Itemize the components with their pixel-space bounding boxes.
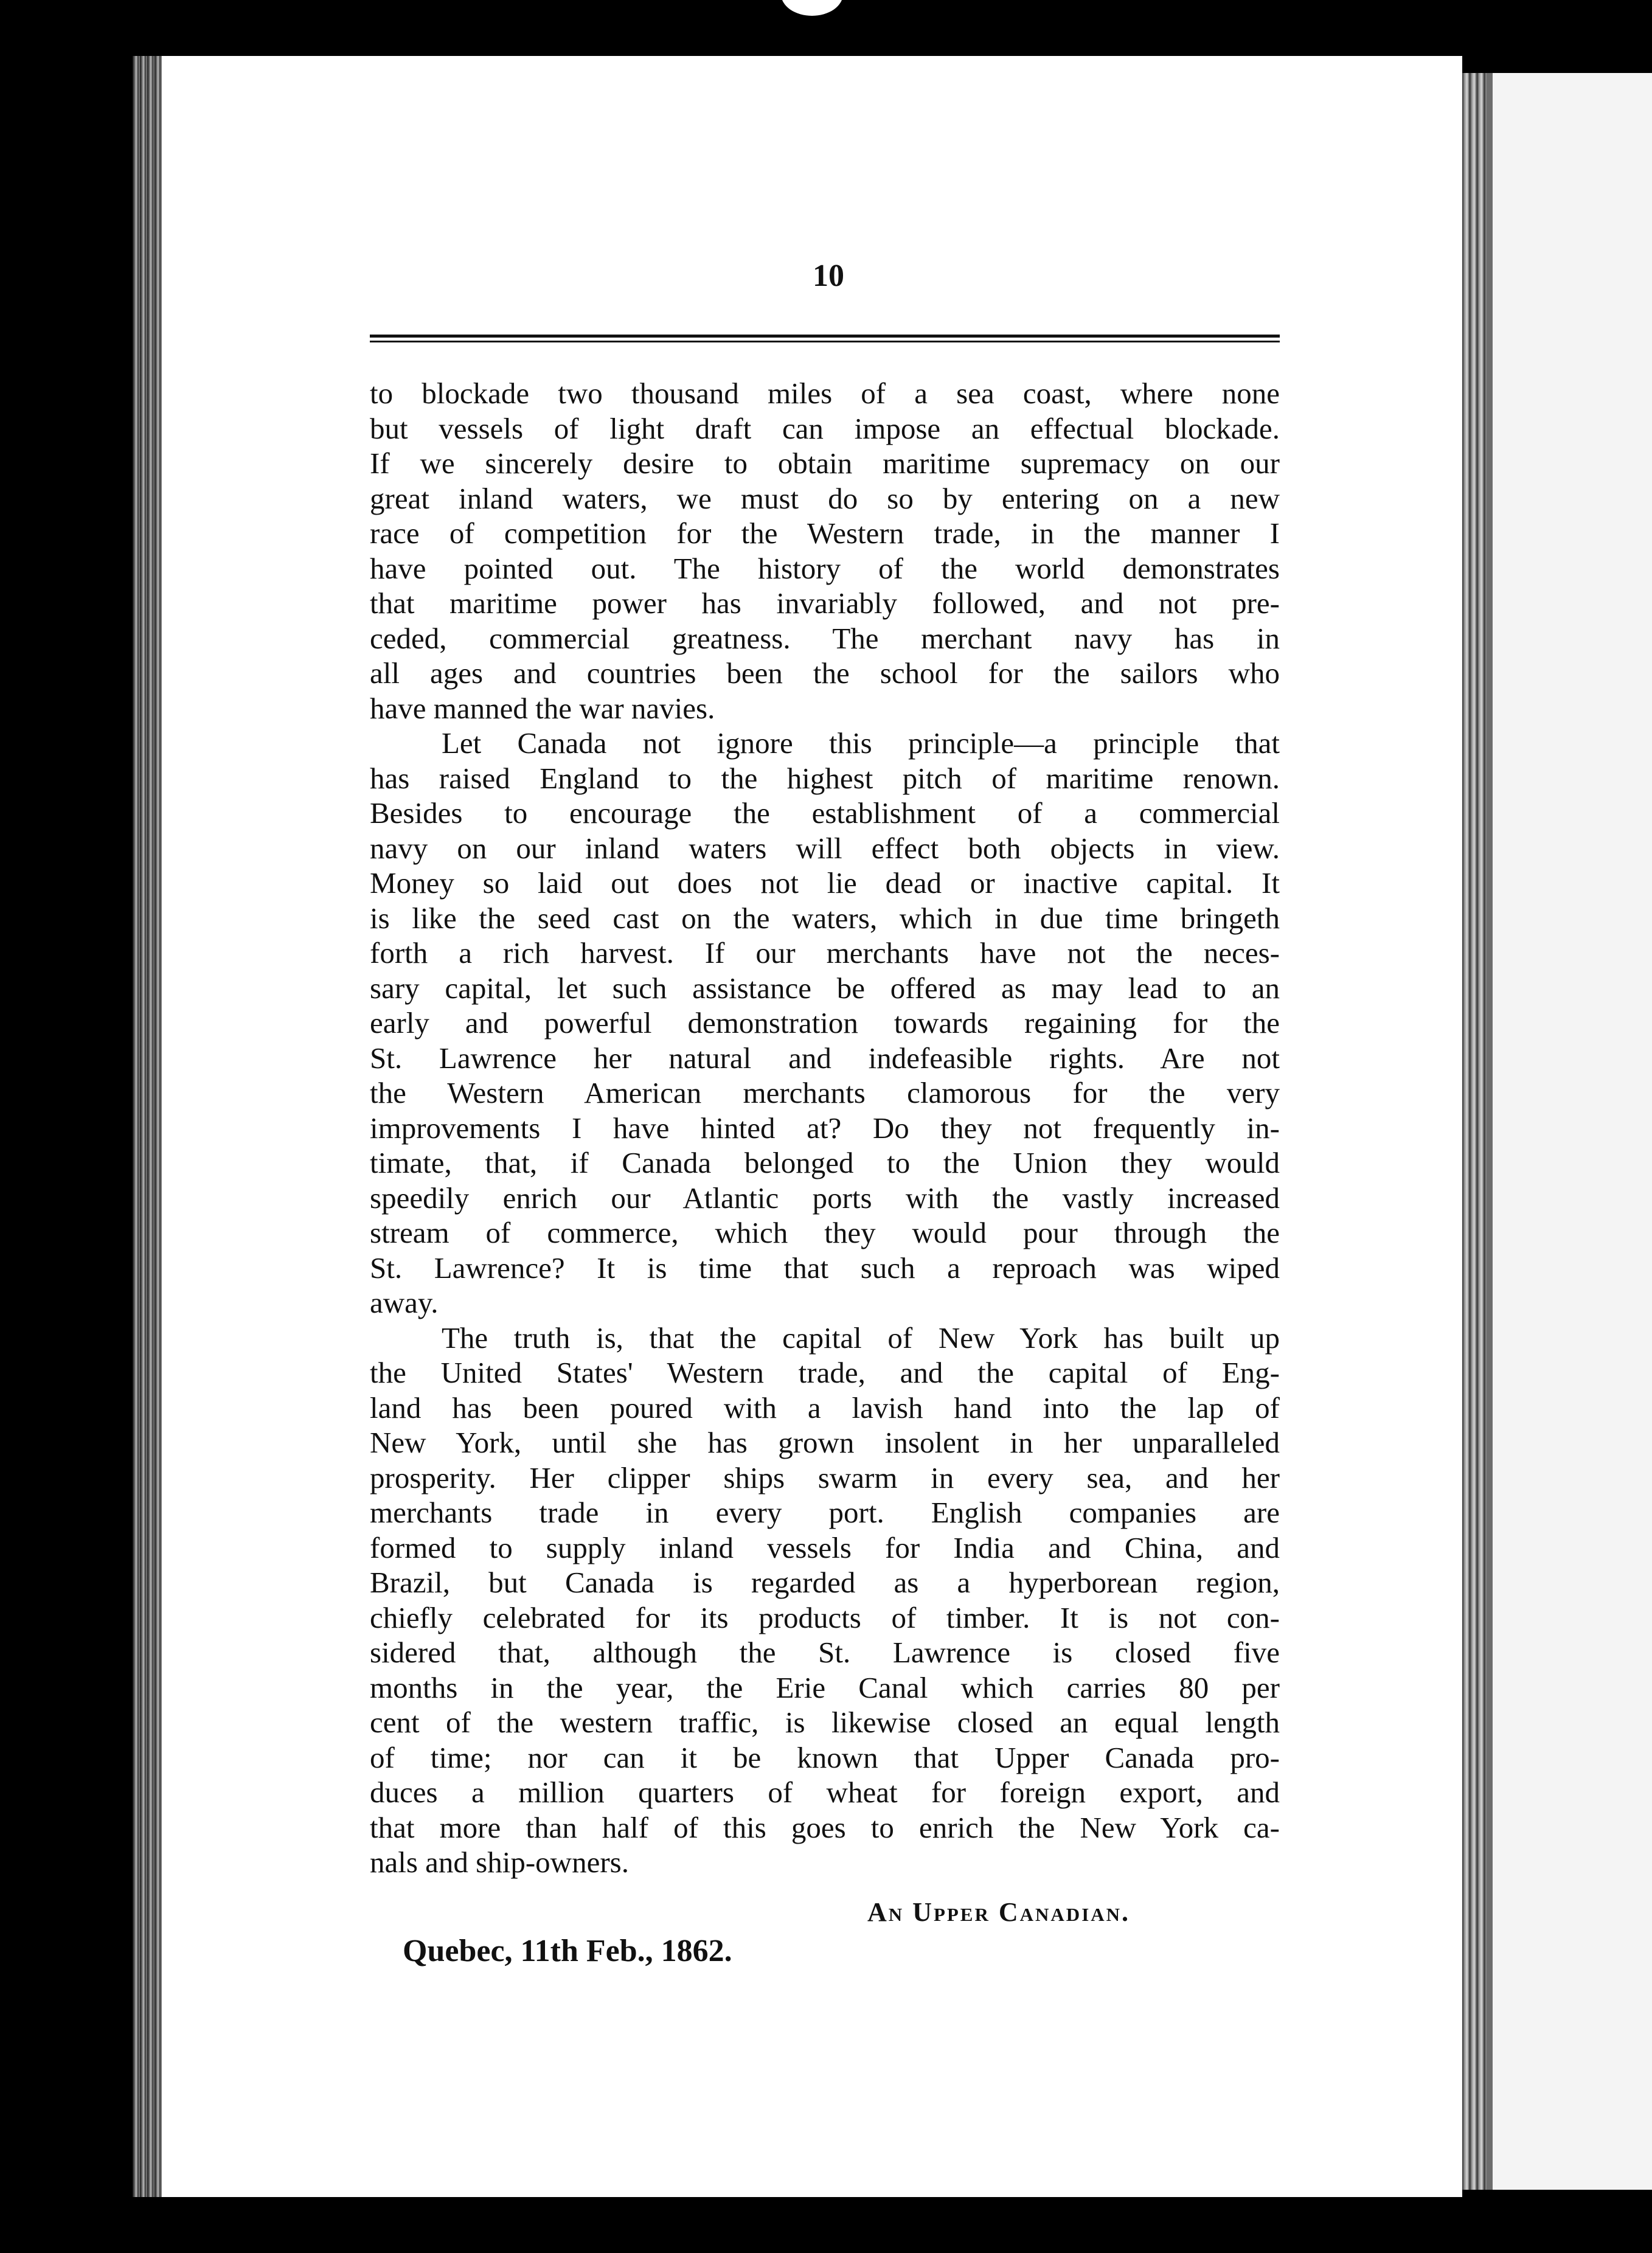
text-line: cent of the western traffic, is likewise closed an equal length <box>370 1706 1280 1739</box>
text-line: stream of commerce, which they would pour through the <box>370 1216 1280 1249</box>
text-line: merchants trade in every port. English companies are <box>370 1496 1280 1529</box>
text-line: Money so laid out does not lie dead or inactive capital. It <box>370 866 1280 900</box>
text-line: early and powerful demonstration towards regaining for the <box>370 1006 1280 1040</box>
page-stack-edge <box>1462 73 1487 2190</box>
text-line: New York, until she has grown insolent in her unparalleled <box>370 1426 1280 1459</box>
dateline: Quebec, 11th Feb., 1862. <box>403 1934 732 1968</box>
text-line: have manned the war navies. <box>370 691 715 725</box>
text-line: St. Lawrence? It is time that such a reproach was wiped <box>370 1251 1280 1285</box>
text-line: the United States' Western trade, and the capital of Eng- <box>370 1356 1280 1389</box>
scan-artifact-blob <box>772 0 852 24</box>
text-line: to blockade two thousand miles of a sea coast, where none <box>370 377 1280 410</box>
text-line: all ages and countries been the school for the sailors who <box>370 656 1280 690</box>
text-line: The truth is, that the capital of New York has built up <box>442 1321 1280 1355</box>
text-line: forth a rich harvest. If our merchants have not the neces- <box>370 936 1280 970</box>
text-line: months in the year, the Erie Canal which carries 80 per <box>370 1670 1280 1704</box>
text-line: the Western American merchants clamorous for the very <box>370 1076 1280 1109</box>
text-line: ceded, commercial greatness. The merchant navy has in <box>370 621 1280 655</box>
text-line: St. Lawrence her natural and indefeasible rights. Are not <box>370 1041 1280 1075</box>
text-line: nals and ship-owners. <box>370 1845 629 1879</box>
text-line: speedily enrich our Atlantic ports with the vastly increased <box>370 1181 1280 1215</box>
text-line: If we sincerely desire to obtain maritime supremacy on our <box>370 446 1280 480</box>
body-text <box>370 376 1280 1880</box>
page-number: 10 <box>813 259 844 293</box>
text-line: have pointed out. The history of the world demonstrates <box>370 551 1280 585</box>
adjacent-page-sliver <box>1487 73 1652 2190</box>
text-line: Let Canada not ignore this principle—a principle that <box>442 726 1280 760</box>
text-line: Besides to encourage the establishment of a commercial <box>370 796 1280 830</box>
text-line: sary capital, let such assistance be offered as may lead to an <box>370 971 1280 1005</box>
text-line: land has been poured with a lavish hand into the lap of <box>370 1390 1280 1425</box>
text-line: navy on our inland waters will effect both objects in view. <box>370 831 1280 865</box>
text-line: race of competition for the Western trade, in the manner I <box>370 516 1280 550</box>
text-line: away. <box>370 1286 439 1319</box>
header-rule <box>370 335 1280 338</box>
text-line: has raised England to the highest pitch of maritime renown. <box>370 761 1280 795</box>
text-line: that maritime power has invariably followed, and not pre- <box>370 586 1280 620</box>
text-line: but vessels of light draft can impose an effectual blockade. <box>370 411 1280 445</box>
text-line: formed to supply inland vessels for India and China, and <box>370 1530 1280 1564</box>
text-line: that more than half of this goes to enrich the New York ca- <box>370 1810 1280 1844</box>
binding-edge <box>133 56 164 2197</box>
text-line: sidered that, although the St. Lawrence is closed five <box>370 1636 1280 1669</box>
text-line: duces a million quarters of wheat for foreign export, and <box>370 1776 1280 1809</box>
author-signature: An Upper Canadian. <box>867 1897 1131 1927</box>
text-line: Brazil, but Canada is regarded as a hyperborean region, <box>370 1566 1280 1599</box>
text-line: of time; nor can it be known that Upper Canada pro- <box>370 1740 1280 1774</box>
text-line: is like the seed cast on the waters, which in due time bringeth <box>370 901 1280 935</box>
text-line: great inland waters, we must do so by entering on a new <box>370 481 1280 515</box>
text-line: timate, that, if Canada belonged to the Union they would <box>370 1146 1280 1179</box>
adjacent-page-shadow <box>1487 73 1493 2190</box>
header-rule-thin <box>370 341 1280 342</box>
text-line: prosperity. Her clipper ships swarm in every sea, and her <box>370 1460 1280 1494</box>
text-line: chiefly celebrated for its products of timber. It is not con- <box>370 1600 1280 1634</box>
text-line: improvements I have hinted at? Do they not frequently in- <box>370 1111 1280 1145</box>
